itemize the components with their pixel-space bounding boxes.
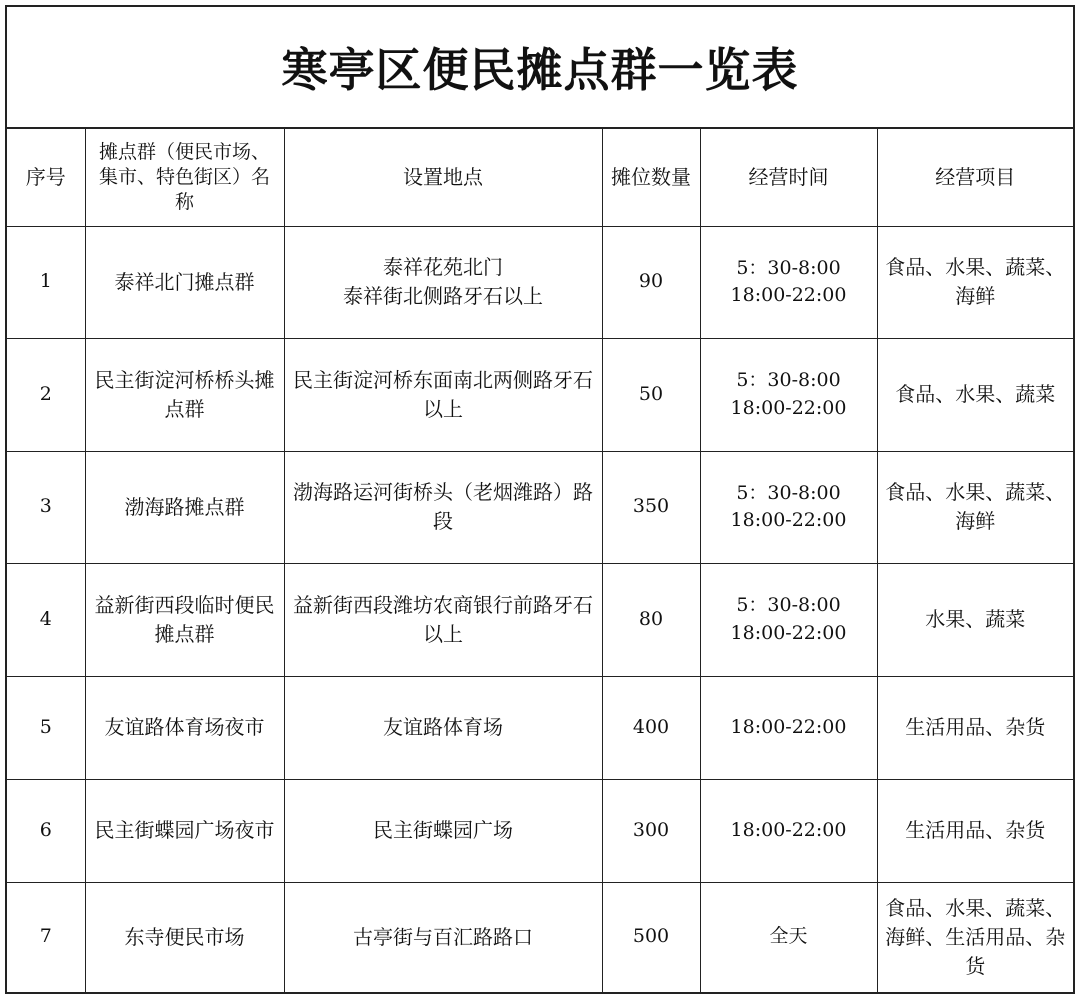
hours-line: 18:00-22:00 [730,396,847,419]
location-line: 渤海路运河街桥头（老烟潍路）路段 [293,480,593,534]
cell-location [284,451,602,564]
header-stalls: 摊位数量 [602,129,700,226]
table-body [7,226,1073,992]
table-row [7,882,1073,992]
cell-items: 水果、蔬菜 [877,564,1073,677]
cell-hours [700,779,877,882]
location-line: 民主街蝶园广场 [373,818,513,842]
cell-hours [700,882,877,992]
cell-location [284,226,602,339]
cell-stalls: 350 [602,451,700,564]
hours-line: 18:00-22:00 [730,284,847,307]
hours-line: 18:00-22:00 [730,621,847,644]
cell-location [284,564,602,677]
cell-index: 2 [7,339,85,452]
cell-index: 1 [7,226,85,339]
header-items: 经营项目 [877,129,1073,226]
header-index: 序号 [7,129,85,226]
hours-line: 全天 [769,925,808,948]
cell-location [284,339,602,452]
cell-name: 益新街西段临时便民摊点群 [85,564,284,677]
header-location: 设置地点 [284,129,602,226]
cell-items: 食品、水果、蔬菜、海鲜 [877,226,1073,339]
cell-stalls: 300 [602,779,700,882]
header-row [7,129,1073,226]
cell-name: 泰祥北门摊点群 [85,226,284,339]
cell-name: 渤海路摊点群 [85,451,284,564]
cell-items: 生活用品、杂货 [877,779,1073,882]
cell-stalls: 500 [602,882,700,992]
table-row [7,564,1073,677]
location-line: 友谊路体育场 [383,715,503,739]
cell-name: 民主街蝶园广场夜市 [85,779,284,882]
cell-index: 7 [7,882,85,992]
cell-stalls: 80 [602,564,700,677]
cell-index: 4 [7,564,85,677]
hours-line: 18:00-22:00 [730,818,847,841]
cell-hours [700,564,877,677]
cell-hours [700,451,877,564]
cell-index: 6 [7,779,85,882]
location-line: 古亭街与百汇路路口 [353,924,533,949]
location-line: 益新街西段潍坊农商银行前路牙石以上 [293,592,593,646]
cell-stalls: 400 [602,676,700,779]
cell-hours [700,339,877,452]
location-line: 民主街淀河桥东面南北两侧路牙石以上 [293,367,593,421]
table-row [7,339,1073,452]
table-title: 寒亭区便民摊点群一览表 [7,7,1073,129]
cell-hours [700,226,877,339]
hours-line: 18:00-22:00 [730,509,847,532]
cell-location [284,676,602,779]
hours-line: 5：30-8:00 [736,481,841,504]
header-name: 摊点群（便民市场、集市、特色街区）名称 [85,129,284,226]
document-sheet [5,5,1075,994]
cell-name: 友谊路体育场夜市 [85,676,284,779]
cell-stalls: 90 [602,226,700,339]
cell-stalls: 50 [602,339,700,452]
table-row [7,676,1073,779]
cell-name: 东寺便民市场 [85,882,284,992]
hours-line: 18:00-22:00 [730,715,847,738]
cell-index: 3 [7,451,85,564]
cell-location [284,779,602,882]
cell-name: 民主街淀河桥桥头摊点群 [85,339,284,452]
hours-line: 5：30-8:00 [736,256,841,279]
cell-items: 食品、水果、蔬菜、海鲜、生活用品、杂货 [877,882,1073,992]
cell-items: 食品、水果、蔬菜 [877,339,1073,452]
cell-items: 生活用品、杂货 [877,676,1073,779]
table-row [7,779,1073,882]
cell-items: 食品、水果、蔬菜、海鲜 [877,451,1073,564]
cell-location [284,882,602,992]
cell-hours [700,676,877,779]
hours-line: 5：30-8:00 [736,369,841,392]
stall-table [7,129,1073,992]
cell-index: 5 [7,676,85,779]
hours-line: 5：30-8:00 [736,594,841,617]
location-line: 泰祥街北侧路牙石以上 [343,284,543,309]
table-row [7,451,1073,564]
location-line: 泰祥花苑北门 [383,255,503,280]
table-row [7,226,1073,339]
header-hours: 经营时间 [700,129,877,226]
